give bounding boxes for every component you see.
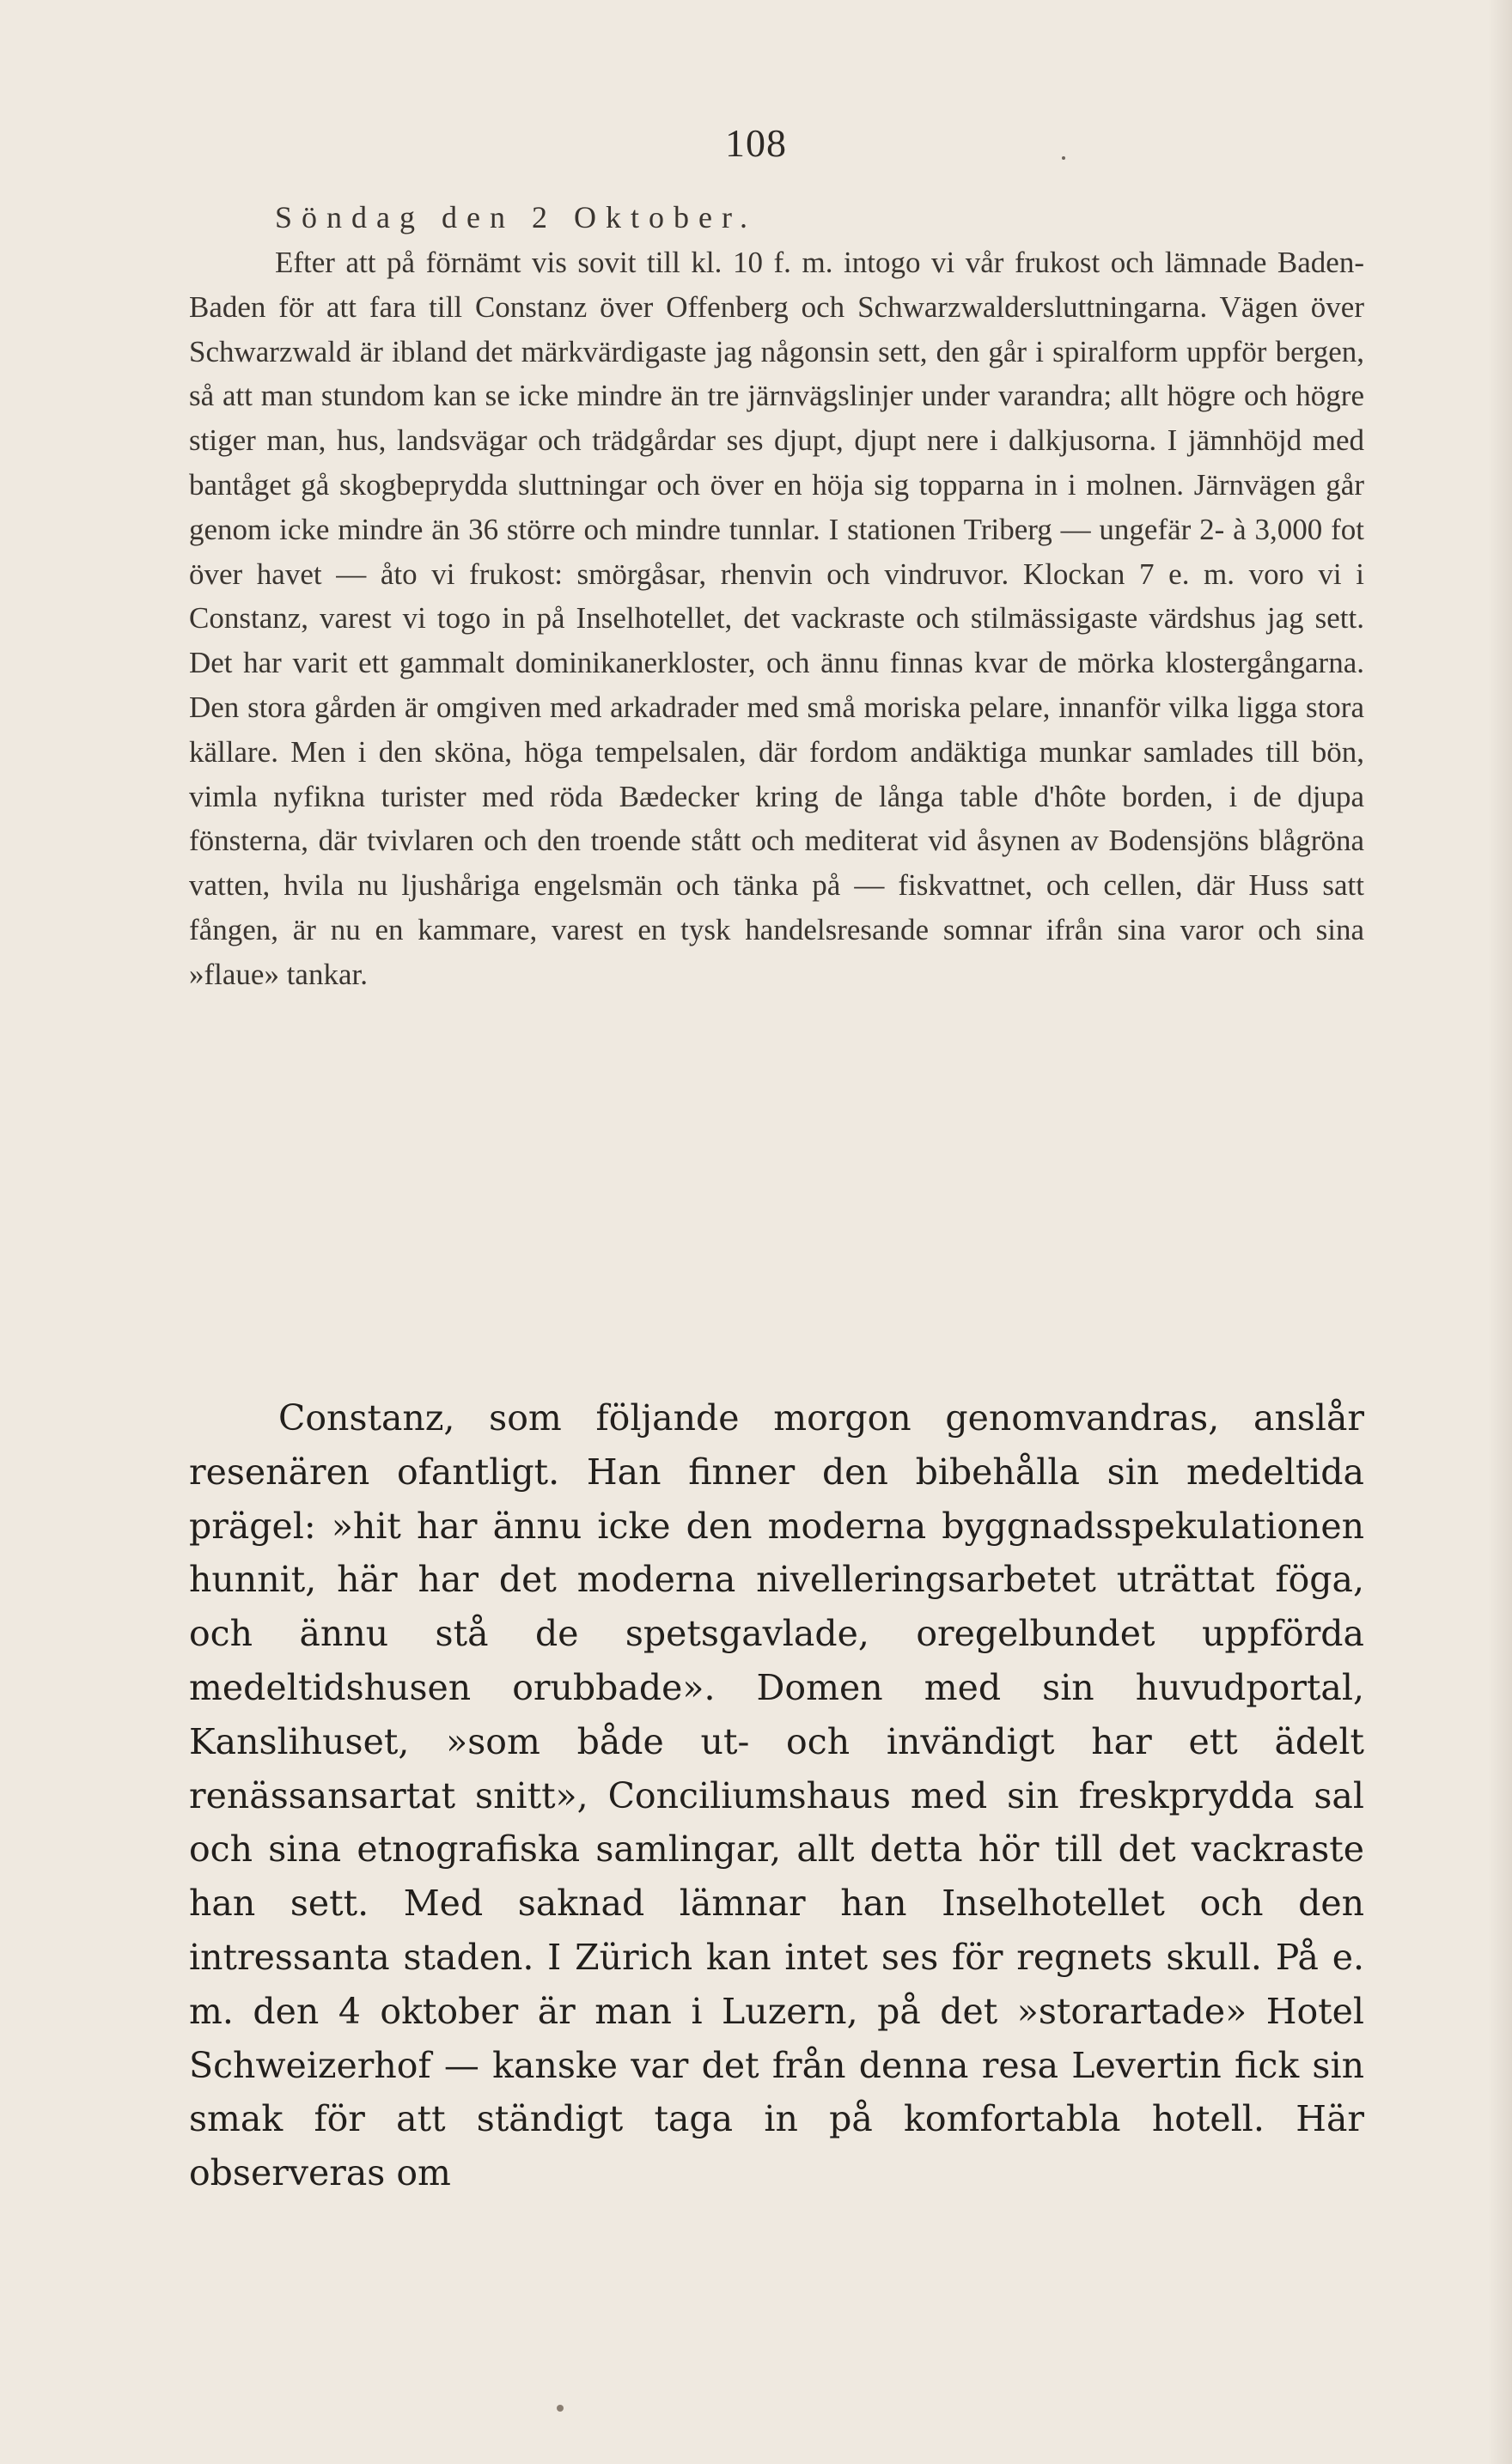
page-number: 108 (725, 121, 787, 165)
stray-ink-mark (1062, 156, 1065, 160)
diary-excerpt (189, 196, 1364, 997)
commentary-paragraph: Constanz, som följande morgon genomvandras, anslår resenären ofantligt. Han finner den bibehålla sin medeltida prägel: »hit har ännu icke den moderna byggnadsspekulationen hunnit, här har det moderna nivelleringsarbetet uträttat föga, och ännu stå de spetsgavlade, oregelbundet uppförda medeltidshusen orubbade». Domen med sin huvudportal, Kanslihuset, »som både ut- och invändigt har ett ädelt renässansartat snitt», Conciliumshaus med sin freskprydda sal och sina etnografiska samlingar, allt detta hör till det vackraste han sett. Med saknad lämnar han Inselhotellet och den intressanta staden. I Zürich kan intet ses för regnets skull. På e. m. den 4 oktober är man i Luzern, på det »storartade» Hotel Schweizerhof — kanske var det från denna resa Levertin fick sin smak för att ständigt taga in på komfortabla hotell. Här observeras om (189, 1397, 1364, 2194)
bottom-ink-mark (557, 2405, 564, 2412)
date-heading: Söndag den 2 Oktober. (275, 200, 757, 234)
commentary-section (189, 1391, 1364, 2200)
diary-paragraph: Efter att på förnämt vis sovit till kl. 10 f. m. intogo vi vår frukost och lämnade Baden-Baden för att fara till Constanz över Offenberg och Schwarzwaldersluttningarna. Vägen över Schwarzwald är ibland det märkvärdigaste jag någonsin sett, den går i spiralform uppför bergen, så att man stundom kan se icke mindre än tre järnvägslinjer under varandra; allt högre och högre stiger man, hus, landsvägar och trädgårdar ses djupt, djupt nere i dalkjusorna. I jämnhöjd med bantåget gå skogbeprydda sluttningar och över en höja sig topparna in i molnen. Järnvägen går genom icke mindre än 36 större och mindre tunnlar. I stationen Triberg — ungefär 2- à 3,000 fot över havet — åto vi frukost: smörgåsar, rhenvin och vindruvor. Klockan 7 e. m. voro vi i Constanz, varest vi togo in på Inselhotellet, det vackraste och stilmässigaste värdshus jag sett. Det har varit ett gammalt dominikanerkloster, och ännu finnas kvar de mörka klostergångarna. Den stora gården är omgiven med arkadrader med små moriska pelare, innanför vilka ligga stora källare. Men i den sköna, höga tempelsalen, där fordom andäktiga munkar samlades till bön, vimla nyfikna turister med röda Bædecker kring de långa table d'hôte borden, i de djupa fönsterna, där tvivlaren och den troende stått och mediterat vid åsynen av Bodensjöns blågröna vatten, hvila nu ljushåriga engelsmän och tänka på — fiskvattnet, och cellen, där Huss satt fången, är nu en kammare, varest en tysk handelsresande somnar ifrån sina varor och sina »flaue» tankar. (189, 246, 1364, 991)
page-edge-shadow (1488, 0, 1512, 2464)
